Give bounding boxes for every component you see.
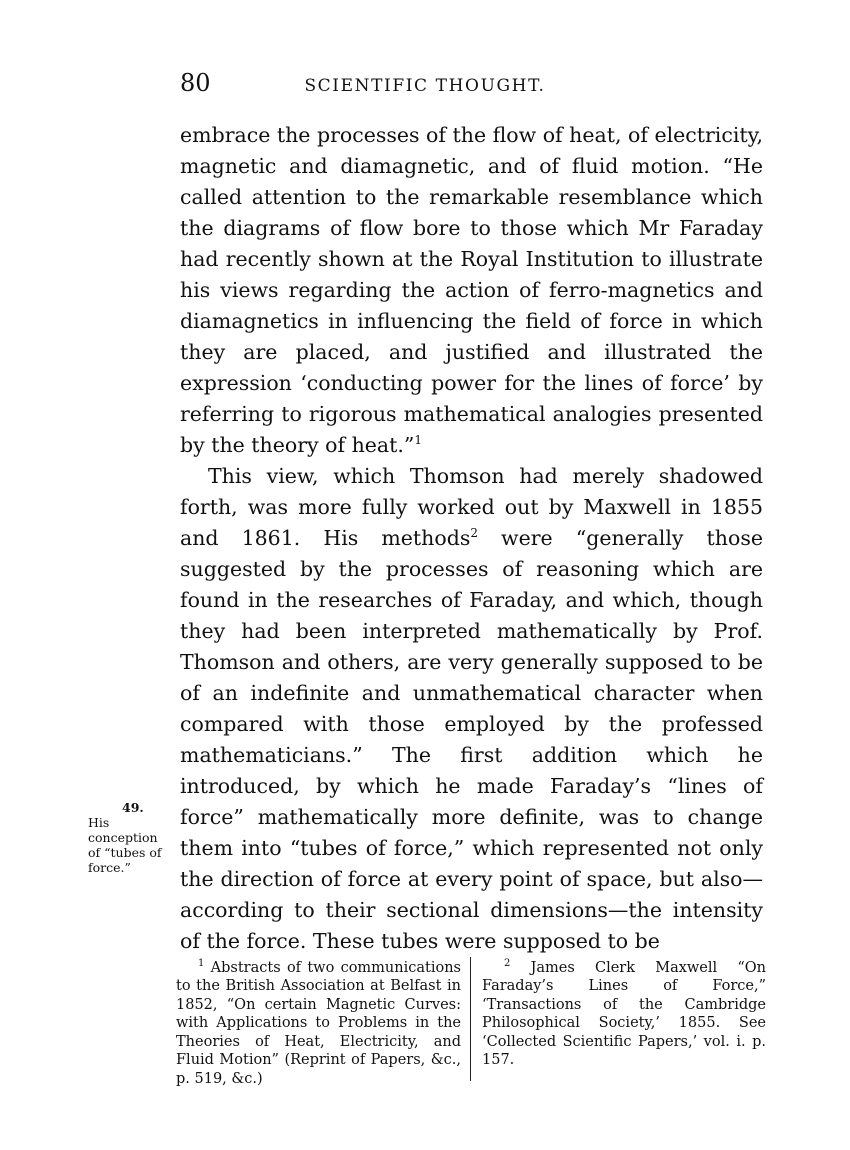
footnote-2-marker: 2 [504,958,511,969]
footnote-2-text: James Clerk Maxwell “On Faraday’s Lines of Force,” ‘Transactions of the Cambridge Philosophical Society,’ 1855. See ‘Collected Scientific Papers,’ vol. i. p. 157. [482,959,766,1069]
footnotes [176,955,766,1085]
footnote-ref-1: 1 [414,433,422,448]
paragraph-2 [180,461,763,957]
margin-note [88,800,166,875]
running-head: SCIENTIFIC THOUGHT. [304,76,546,96]
footnote-divider [470,957,471,1081]
footnote-2 [482,955,766,1070]
footnote-1-text: Abstracts of two communications to the British Association at Belfast in 1852, “On certain Magnetic Curves: with Applications to Problems in the Theories of Heat, Electricity, and Fluid Motion” (Reprint of Papers, &c., p. 519, &c.) [176,959,461,1087]
page-number: 80 [180,69,211,97]
paragraph-2-text-a: This view, which Thomson had merely shadowed forth, was more fully worked out by Maxwell in 1855 and 1861. His methods [180,464,763,550]
footnote-1 [176,955,461,1088]
margin-note-text: His conception of “tubes of force.” [88,815,162,875]
paragraph-1 [180,120,763,461]
margin-note-number: 49. [122,800,144,815]
paragraph-2-text-b: were “generally those suggested by the processes of reasoning which are found in the researches of Faraday, and which, though they had been interpreted mathematically by Prof. Thomson and others, are very generally supposed to be of an indefinite and unmathematical character when compared with those employed by the professed mathematicians.” The first addition which he introduced, by which he made Faraday’s “lines of force” mathematically more definite, was to change them into “tubes of force,” which represented not only the direction of force at every point of space, but also—according to their sectional dimensions—the intensity of the force. These tubes were supposed to be [180,526,763,953]
paragraph-1-text: embrace the processes of the flow of heat, of electricity, magnetic and diamagnetic, and of fluid motion. “He called attention to the remarkable resemblance which the diagrams of flow bore to those which Mr Faraday had recently shown at the Royal Institution to illustrate his views regarding the action of ferro-magnetics and diamagnetics in influencing the field of force in which they are placed, and justified and illustrated the expression ‘conducting power for the lines of force’ by referring to rigorous mathematical analogies presented by the theory of heat.” [180,123,763,457]
body-text [180,120,763,957]
footnote-ref-2: 2 [470,526,478,541]
footnote-1-marker: 1 [198,958,205,969]
